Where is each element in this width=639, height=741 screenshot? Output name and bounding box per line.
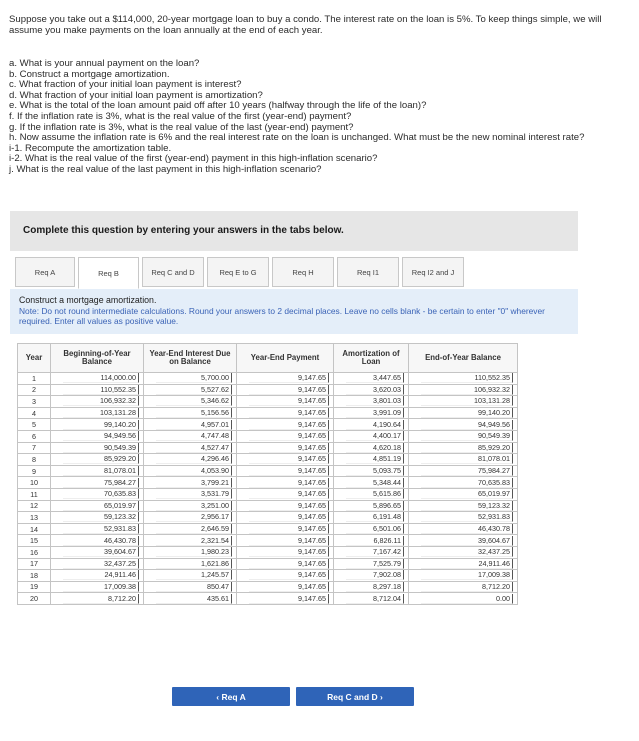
table-cell — [144, 523, 237, 535]
payment-input[interactable]: 9,147.65 — [249, 547, 329, 557]
payment-input[interactable]: 9,147.65 — [249, 570, 329, 580]
table-cell — [144, 558, 237, 570]
question-i2: i-2. What is the real value of the first (year-end) payment in this high-inflation scenario? — [9, 153, 378, 165]
table-cell — [334, 570, 409, 582]
payment-input[interactable]: 9,147.65 — [249, 443, 329, 453]
beginning-balance-input[interactable]: 65,019.97 — [63, 501, 139, 511]
end-balance-input[interactable]: 70,635.83 — [421, 478, 513, 488]
beginning-balance-input[interactable]: 103,131.28 — [63, 408, 139, 418]
table-cell — [144, 419, 237, 431]
table-cell — [51, 512, 144, 524]
payment-input[interactable]: 9,147.65 — [249, 478, 329, 488]
row-year: 12 — [18, 500, 51, 512]
row-year: 11 — [18, 488, 51, 500]
payment-input[interactable]: 9,147.65 — [249, 454, 329, 464]
row-year: 6 — [18, 430, 51, 442]
table-row — [18, 465, 518, 477]
beginning-balance-input[interactable]: 90,549.39 — [63, 443, 139, 453]
end-balance-input[interactable]: 81,078.01 — [421, 454, 513, 464]
end-balance-input[interactable]: 24,911.46 — [421, 559, 513, 569]
table-cell — [144, 535, 237, 547]
table-cell — [144, 407, 237, 419]
question-b: b. Construct a mortgage amortization. — [9, 68, 170, 80]
table-cell — [237, 512, 334, 524]
tab-req-h[interactable]: Req H — [272, 257, 334, 287]
instruction-title: Construct a mortgage amortization. — [19, 295, 157, 305]
table-cell — [237, 593, 334, 605]
end-balance-input[interactable]: 39,604.67 — [421, 536, 513, 546]
payment-input[interactable]: 9,147.65 — [249, 512, 329, 522]
table-cell — [334, 500, 409, 512]
table-row — [18, 512, 518, 524]
interest-due-input[interactable]: 850.47 — [156, 582, 232, 592]
table-cell — [144, 373, 237, 385]
row-year: 10 — [18, 477, 51, 489]
table-cell — [51, 419, 144, 431]
row-year: 16 — [18, 546, 51, 558]
table-row — [18, 384, 518, 396]
end-balance-input[interactable]: 32,437.25 — [421, 547, 513, 557]
payment-input[interactable]: 9,147.65 — [249, 501, 329, 511]
payment-input[interactable]: 9,147.65 — [249, 431, 329, 441]
table-cell — [409, 454, 518, 466]
table-cell — [334, 396, 409, 408]
end-balance-input[interactable]: 46,430.78 — [421, 524, 513, 534]
interest-due-input[interactable]: 2,956.17 — [156, 512, 232, 522]
beginning-balance-input[interactable]: 85,929.20 — [63, 454, 139, 464]
complete-prompt: Complete this question by entering your answers in the tabs below. — [23, 225, 344, 236]
interest-due-input[interactable]: 1,980.23 — [156, 547, 232, 557]
payment-input[interactable]: 9,147.65 — [249, 420, 329, 430]
table-cell — [334, 407, 409, 419]
table-row — [18, 430, 518, 442]
tab-req-i1[interactable]: Req I1 — [337, 257, 399, 287]
end-balance-input[interactable]: 59,123.32 — [421, 501, 513, 511]
row-year: 19 — [18, 581, 51, 593]
tab-req-b[interactable]: Req B — [78, 257, 139, 289]
amortization-input[interactable]: 5,093.75 — [346, 466, 404, 476]
interest-due-input[interactable]: 4,527.47 — [156, 443, 232, 453]
beginning-balance-input[interactable]: 39,604.67 — [63, 547, 139, 557]
tab-req-a[interactable]: Req A — [15, 257, 75, 287]
header-amortization: Amortization of Loan — [334, 344, 409, 373]
amortization-table — [17, 343, 518, 605]
table-cell — [237, 430, 334, 442]
complete-prompt-box — [10, 211, 578, 251]
prev-req-a-button[interactable]: ‹ Req A — [172, 687, 290, 706]
amortization-input[interactable]: 4,851.19 — [346, 454, 404, 464]
interest-due-input[interactable]: 5,527.62 — [156, 385, 232, 395]
beginning-balance-input[interactable]: 8,712.20 — [63, 594, 139, 604]
beginning-balance-input[interactable]: 70,635.83 — [63, 489, 139, 499]
end-balance-input[interactable]: 106,932.32 — [421, 385, 513, 395]
amortization-input[interactable]: 5,615.86 — [346, 489, 404, 499]
amortization-input[interactable]: 8,297.18 — [346, 582, 404, 592]
next-req-c-and-d-button[interactable]: Req C and D › — [296, 687, 414, 706]
table-cell — [144, 488, 237, 500]
row-year: 15 — [18, 535, 51, 547]
table-row — [18, 488, 518, 500]
question-e: e. What is the total of the loan amount paid off after 10 years (halfway through the life of the loan)? — [9, 100, 427, 112]
end-balance-input[interactable]: 75,984.27 — [421, 466, 513, 476]
table-cell — [409, 373, 518, 385]
table-header-row — [18, 344, 518, 373]
table-cell — [409, 558, 518, 570]
table-cell — [334, 512, 409, 524]
amortization-input[interactable]: 7,167.42 — [346, 547, 404, 557]
amortization-input[interactable]: 5,896.65 — [346, 501, 404, 511]
interest-due-input[interactable]: 4,957.01 — [156, 420, 232, 430]
beginning-balance-input[interactable]: 24,911.46 — [63, 570, 139, 580]
question-list — [9, 59, 631, 176]
question-i1: i-1. Recompute the amortization table. — [9, 142, 172, 154]
beginning-balance-input[interactable]: 99,140.20 — [63, 420, 139, 430]
beginning-balance-input[interactable]: 106,932.32 — [63, 396, 139, 406]
table-cell — [51, 430, 144, 442]
table-cell — [51, 488, 144, 500]
amortization-input[interactable]: 3,801.03 — [346, 396, 404, 406]
end-balance-input[interactable]: 90,549.39 — [421, 431, 513, 441]
beginning-balance-input[interactable]: 46,430.78 — [63, 536, 139, 546]
table-cell — [409, 593, 518, 605]
instruction-panel — [10, 289, 578, 334]
row-year: 5 — [18, 419, 51, 431]
table-cell — [334, 454, 409, 466]
question-g: g. If the inflation rate is 3%, what is the real value of the last (year-end) payment? — [9, 121, 354, 133]
table-cell — [51, 384, 144, 396]
table-cell — [51, 535, 144, 547]
table-cell — [144, 442, 237, 454]
amortization-input[interactable]: 3,447.65 — [346, 373, 404, 383]
table-cell — [51, 593, 144, 605]
question-c: c. What fraction of your initial loan payment is interest? — [9, 79, 242, 91]
end-balance-input[interactable]: 17,009.38 — [421, 570, 513, 580]
interest-due-input[interactable]: 3,251.00 — [156, 501, 232, 511]
end-balance-input[interactable]: 85,929.20 — [421, 443, 513, 453]
table-cell — [51, 373, 144, 385]
amortization-input[interactable]: 6,191.48 — [346, 512, 404, 522]
table-cell — [334, 488, 409, 500]
interest-due-input[interactable]: 3,531.79 — [156, 489, 232, 499]
table-cell — [144, 500, 237, 512]
table-row — [18, 454, 518, 466]
payment-input[interactable]: 9,147.65 — [249, 594, 329, 604]
amortization-input[interactable]: 5,348.44 — [346, 478, 404, 488]
table-cell — [334, 419, 409, 431]
table-cell — [144, 430, 237, 442]
amortization-input[interactable]: 7,525.79 — [346, 559, 404, 569]
amortization-input[interactable]: 6,501.06 — [346, 524, 404, 534]
payment-input[interactable]: 9,147.65 — [249, 373, 329, 383]
amortization-input[interactable]: 4,620.18 — [346, 443, 404, 453]
table-cell — [334, 430, 409, 442]
header-beginning-balance: Beginning-of-Year Balance — [51, 344, 144, 373]
table-row — [18, 373, 518, 385]
table-cell — [51, 581, 144, 593]
table-cell — [409, 500, 518, 512]
end-balance-input[interactable]: 8,712.20 — [421, 582, 513, 592]
tab-req-i2-and-j[interactable]: Req I2 and J — [402, 257, 464, 287]
table-row — [18, 558, 518, 570]
table-cell — [237, 546, 334, 558]
amortization-input[interactable]: 4,190.64 — [346, 420, 404, 430]
question-f: f. If the inflation rate is 3%, what is the real value of the first (year-end) payment? — [9, 110, 352, 122]
table-cell — [51, 465, 144, 477]
beginning-balance-input[interactable]: 94,949.56 — [63, 431, 139, 441]
beginning-balance-input[interactable]: 32,437.25 — [63, 559, 139, 569]
payment-input[interactable]: 9,147.65 — [249, 582, 329, 592]
payment-input[interactable]: 9,147.65 — [249, 536, 329, 546]
interest-due-input[interactable]: 435.61 — [156, 594, 232, 604]
payment-input[interactable]: 9,147.65 — [249, 466, 329, 476]
table-row — [18, 477, 518, 489]
table-cell — [334, 477, 409, 489]
question-h: h. Now assume the inflation rate is 6% and the real interest rate on the loan is unchanged. What must be the new nominal interest rate? — [9, 132, 585, 144]
amortization-input[interactable]: 4,400.17 — [346, 431, 404, 441]
interest-due-input[interactable]: 3,799.21 — [156, 478, 232, 488]
table-cell — [334, 442, 409, 454]
table-cell — [51, 407, 144, 419]
table-cell — [409, 407, 518, 419]
end-balance-input[interactable]: 99,140.20 — [421, 408, 513, 418]
table-cell — [51, 442, 144, 454]
table-cell — [144, 396, 237, 408]
table-cell — [334, 373, 409, 385]
end-balance-input[interactable]: 94,949.56 — [421, 420, 513, 430]
beginning-balance-input[interactable]: 17,009.38 — [63, 582, 139, 592]
table-row — [18, 442, 518, 454]
row-year: 8 — [18, 454, 51, 466]
table-cell — [237, 523, 334, 535]
amortization-input[interactable]: 7,902.08 — [346, 570, 404, 580]
interest-due-input[interactable]: 5,700.00 — [156, 373, 232, 383]
table-cell — [409, 546, 518, 558]
table-cell — [144, 465, 237, 477]
table-cell — [409, 512, 518, 524]
table-cell — [51, 477, 144, 489]
table-row — [18, 396, 518, 408]
table-cell — [237, 535, 334, 547]
row-year: 2 — [18, 384, 51, 396]
beginning-balance-input[interactable]: 59,123.32 — [63, 512, 139, 522]
question-j: j. What is the real value of the last payment in this high-inflation scenario? — [9, 163, 322, 175]
table-cell — [237, 407, 334, 419]
table-cell — [334, 535, 409, 547]
table-cell — [237, 558, 334, 570]
interest-due-input[interactable]: 2,646.59 — [156, 524, 232, 534]
tab-bar — [15, 257, 467, 289]
payment-input[interactable]: 9,147.65 — [249, 559, 329, 569]
table-cell — [237, 396, 334, 408]
tab-req-c-and-d[interactable]: Req C and D — [142, 257, 204, 287]
table-cell — [334, 593, 409, 605]
interest-due-input[interactable]: 2,321.54 — [156, 536, 232, 546]
table-cell — [237, 373, 334, 385]
table-row — [18, 593, 518, 605]
table-cell — [334, 523, 409, 535]
row-year: 1 — [18, 373, 51, 385]
row-year: 13 — [18, 512, 51, 524]
table-cell — [409, 488, 518, 500]
question-a: a. What is your annual payment on the loan? — [9, 58, 200, 69]
header-interest-due: Year-End Interest Due on Balance — [144, 344, 237, 373]
table-cell — [409, 535, 518, 547]
row-year: 14 — [18, 523, 51, 535]
table-body — [18, 373, 518, 605]
table-cell — [237, 419, 334, 431]
end-balance-input[interactable]: 0.00 — [421, 594, 513, 604]
end-balance-input[interactable]: 52,931.83 — [421, 512, 513, 522]
header-end-balance: End-of-Year Balance — [409, 344, 518, 373]
payment-input[interactable]: 9,147.65 — [249, 408, 329, 418]
payment-input[interactable]: 9,147.65 — [249, 489, 329, 499]
table-cell — [51, 558, 144, 570]
amortization-input[interactable]: 6,826.11 — [346, 536, 404, 546]
table-cell — [334, 581, 409, 593]
table-row — [18, 546, 518, 558]
interest-due-input[interactable]: 4,053.90 — [156, 466, 232, 476]
tab-req-e-to-g[interactable]: Req E to G — [207, 257, 269, 287]
row-year: 7 — [18, 442, 51, 454]
table-cell — [144, 581, 237, 593]
table-cell — [237, 477, 334, 489]
table-cell — [51, 546, 144, 558]
table-cell — [334, 465, 409, 477]
row-year: 20 — [18, 593, 51, 605]
amortization-input[interactable]: 8,712.04 — [346, 594, 404, 604]
table-row — [18, 523, 518, 535]
question-d: d. What fraction of your initial loan payment is amortization? — [9, 89, 263, 101]
table-cell — [144, 384, 237, 396]
interest-due-input[interactable]: 4,747.48 — [156, 431, 232, 441]
table-cell — [144, 477, 237, 489]
row-year: 4 — [18, 407, 51, 419]
table-cell — [51, 396, 144, 408]
table-cell — [237, 384, 334, 396]
payment-input[interactable]: 9,147.65 — [249, 524, 329, 534]
table-cell — [409, 396, 518, 408]
amortization-input[interactable]: 3,620.03 — [346, 385, 404, 395]
header-year: Year — [18, 344, 51, 373]
table-cell — [237, 581, 334, 593]
table-cell — [144, 454, 237, 466]
interest-due-input[interactable]: 1,245.57 — [156, 570, 232, 580]
problem-intro-text: Suppose you take out a $114,000, 20-year mortgage loan to buy a condo. The interest rate on the loan is 5%. To keep things simple, we will assume you make payments on the loan annually at the end of each year. — [9, 14, 602, 37]
row-year: 9 — [18, 465, 51, 477]
table-cell — [51, 454, 144, 466]
table-cell — [409, 570, 518, 582]
amortization-input[interactable]: 3,991.09 — [346, 408, 404, 418]
interest-due-input[interactable]: 4,296.46 — [156, 454, 232, 464]
table-row — [18, 419, 518, 431]
payment-input[interactable]: 9,147.65 — [249, 396, 329, 406]
table-cell — [51, 523, 144, 535]
table-cell — [409, 442, 518, 454]
table-cell — [334, 384, 409, 396]
instruction-note: Note: Do not round intermediate calculations. Round your answers to 2 decimal places. Leave no cells blank - be certain to enter "0" wherever required. Enter all values as positive value. — [19, 306, 545, 326]
beginning-balance-input[interactable]: 75,984.27 — [63, 478, 139, 488]
table-row — [18, 500, 518, 512]
table-cell — [334, 558, 409, 570]
table-cell — [409, 581, 518, 593]
end-balance-input[interactable]: 65,019.97 — [421, 489, 513, 499]
table-cell — [237, 500, 334, 512]
table-cell — [409, 384, 518, 396]
table-cell — [144, 593, 237, 605]
end-balance-input[interactable]: 110,552.35 — [421, 373, 513, 383]
table-cell — [237, 570, 334, 582]
beginning-balance-input[interactable]: 110,552.35 — [63, 385, 139, 395]
beginning-balance-input[interactable]: 52,931.83 — [63, 524, 139, 534]
table-cell — [51, 500, 144, 512]
row-year: 18 — [18, 570, 51, 582]
beginning-balance-input[interactable]: 81,078.01 — [63, 466, 139, 476]
table-row — [18, 570, 518, 582]
row-year: 3 — [18, 396, 51, 408]
table-cell — [409, 477, 518, 489]
table-cell — [144, 546, 237, 558]
row-year: 17 — [18, 558, 51, 570]
end-balance-input[interactable]: 103,131.28 — [421, 396, 513, 406]
payment-input[interactable]: 9,147.65 — [249, 385, 329, 395]
table-cell — [144, 512, 237, 524]
table-cell — [237, 465, 334, 477]
table-cell — [237, 488, 334, 500]
table-row — [18, 407, 518, 419]
table-cell — [144, 570, 237, 582]
interest-due-input[interactable]: 5,346.62 — [156, 396, 232, 406]
table-cell — [409, 430, 518, 442]
table-cell — [409, 419, 518, 431]
interest-due-input[interactable]: 1,621.86 — [156, 559, 232, 569]
table-cell — [237, 454, 334, 466]
table-row — [18, 535, 518, 547]
beginning-balance-input[interactable]: 114,000.00 — [63, 373, 139, 383]
table-cell — [51, 570, 144, 582]
problem-intro — [9, 14, 631, 37]
table-row — [18, 581, 518, 593]
table-cell — [334, 546, 409, 558]
table-cell — [409, 465, 518, 477]
table-cell — [237, 442, 334, 454]
interest-due-input[interactable]: 5,156.56 — [156, 408, 232, 418]
header-year-end-payment: Year-End Payment — [237, 344, 334, 373]
table-cell — [409, 523, 518, 535]
